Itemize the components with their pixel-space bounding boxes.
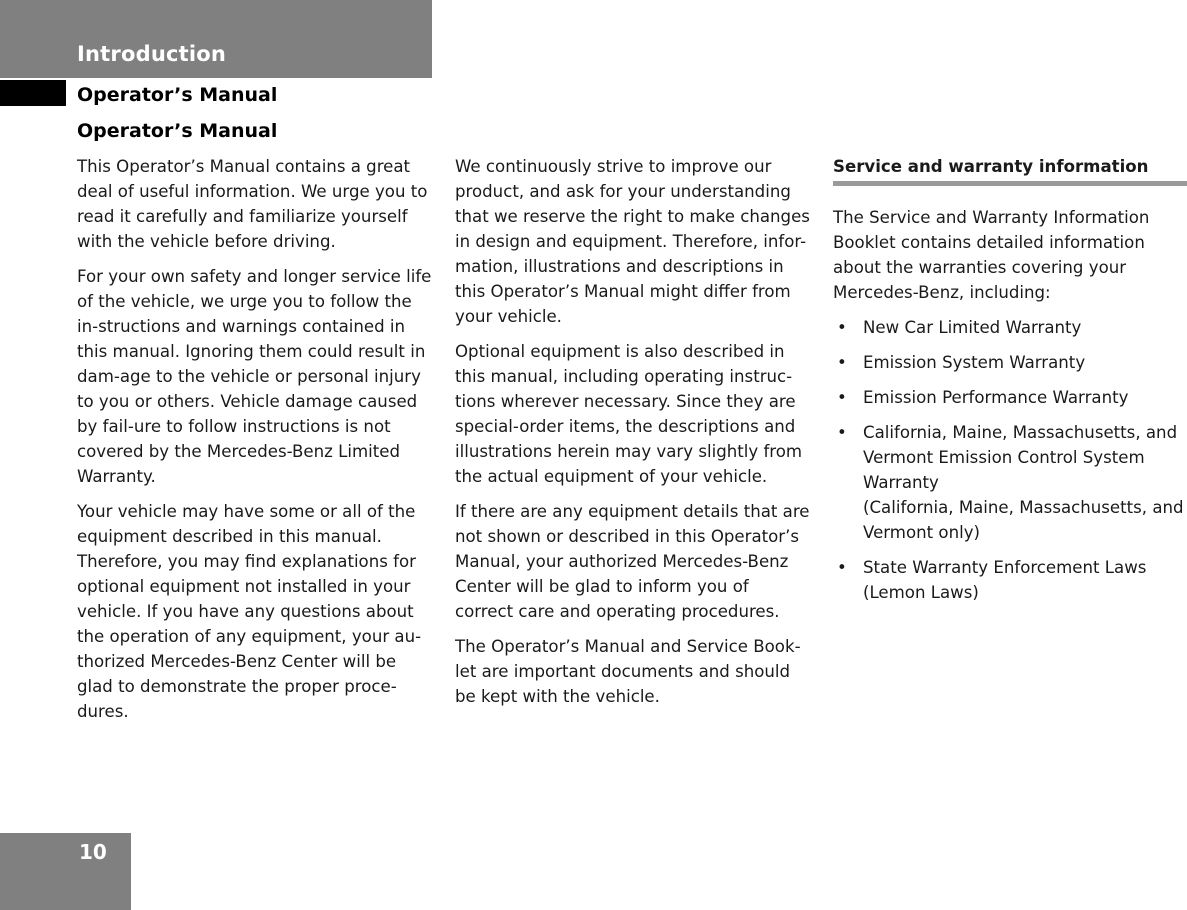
bullet-icon: • xyxy=(837,388,847,407)
section-title: Operator’s Manual xyxy=(77,120,278,142)
warranty-list xyxy=(833,315,1187,605)
list-item-text: Emission Performance Warranty xyxy=(863,388,1129,407)
paragraph: The Operator’s Manual and Service Book-let are important documents and should be kept with the vehicle. xyxy=(455,637,801,706)
page-number-tab xyxy=(0,833,131,910)
warranty-intro: The Service and Warranty Information Booklet contains detailed information about the warranties covering your Mercedes-Benz, including: xyxy=(833,208,1150,302)
list-item-text: Emission System Warranty xyxy=(863,353,1086,372)
subsection-title: Operator’s Manual xyxy=(77,84,278,106)
paragraph: For your own safety and longer service life of the vehicle, we urge you to follow the in-structions and warnings contained in this manual. Ignoring them could result in dam-age to the vehicle or personal injury to you or others. Vehicle damage caused by fail-ure to follow instructions is not covered by the Mercedes-Benz Limited Warranty. xyxy=(77,267,432,486)
paragraph: Your vehicle may have some or all of the equipment described in this manual. Therefore, you may find explanations for optional equipment not installed in your vehicle. If you have any questions about the operation of any equipment, your au-thorized Mercedes-Benz Center will be glad to demonstrate the proper proce-dures. xyxy=(77,502,422,721)
list-item xyxy=(833,385,1187,410)
list-item xyxy=(833,350,1187,375)
heading-rule xyxy=(833,181,1187,186)
chapter-title: Introduction xyxy=(77,42,227,66)
list-item-text: State Warranty Enforcement Laws (Lemon Laws) xyxy=(863,558,1147,602)
column-3 xyxy=(833,154,1187,615)
column-1 xyxy=(77,154,435,734)
paragraph: This Operator’s Manual contains a great deal of useful information. We urge you to read it carefully and familiarize yourself with the vehicle before driving. xyxy=(77,157,428,251)
paragraph: We continuously strive to improve our product, and ask for your understanding that we reserve the right to make changes in design and equipment. Therefore, infor-mation, illustrations and descriptions in this Operator’s Manual might differ from your vehicle. xyxy=(455,157,810,326)
paragraph: Optional equipment is also described in this manual, including operating instruc-tions wherever necessary. Since they are special-order items, the descriptions and illustrations herein may vary slightly from the actual equipment of your vehicle. xyxy=(455,342,803,486)
list-item xyxy=(833,315,1187,340)
bullet-icon: • xyxy=(837,423,847,442)
page-number: 10 xyxy=(79,840,107,864)
bullet-icon: • xyxy=(837,353,847,372)
section-marker xyxy=(0,80,66,106)
list-item-text: California, Maine, Massachusetts, and Vermont Emission Control System Warranty (California, Maine, Massachusetts, and Vermont only) xyxy=(863,423,1184,542)
column-2 xyxy=(455,154,810,719)
warranty-heading: Service and warranty information xyxy=(833,157,1149,176)
list-item xyxy=(833,555,1187,605)
paragraph: If there are any equipment details that are not shown or described in this Operator’s Manual, your authorized Mercedes-Benz Center will be glad to inform you of correct care and operating procedures. xyxy=(455,502,810,621)
list-item-text: New Car Limited Warranty xyxy=(863,318,1082,337)
list-item xyxy=(833,420,1187,545)
chapter-tab xyxy=(0,0,432,78)
bullet-icon: • xyxy=(837,558,847,577)
bullet-icon: • xyxy=(837,318,847,337)
